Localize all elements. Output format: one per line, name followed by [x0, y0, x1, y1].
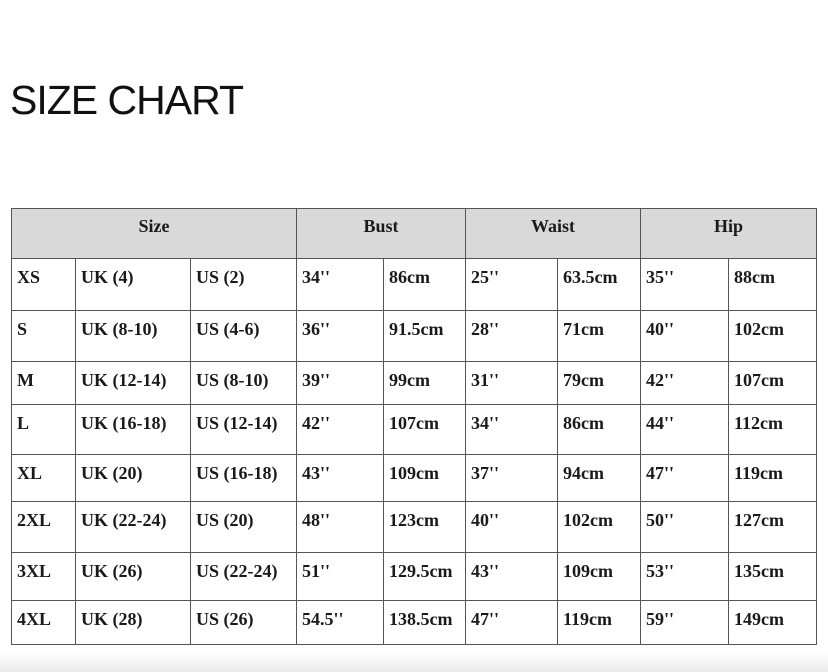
- uk-size-cell: UK (22-24): [76, 502, 191, 553]
- size-cell: 2XL: [12, 502, 76, 553]
- us-size-cell: US (8-10): [191, 362, 297, 405]
- uk-size-cell: UK (12-14): [76, 362, 191, 405]
- table-row: [12, 601, 817, 645]
- bust-in-cell: 39'': [297, 362, 384, 405]
- waist-cm-cell: 86cm: [558, 405, 641, 455]
- hip-cm-cell: 107cm: [729, 362, 817, 405]
- hip-cm-cell: 127cm: [729, 502, 817, 553]
- uk-size-cell: UK (8-10): [76, 311, 191, 362]
- bust-cm-cell: 109cm: [384, 455, 466, 502]
- header-row: [12, 209, 817, 259]
- hip-cm-cell: 119cm: [729, 455, 817, 502]
- waist-in-cell: 25'': [466, 259, 558, 311]
- size-cell: L: [12, 405, 76, 455]
- hip-cm-cell: 149cm: [729, 601, 817, 645]
- hip-in-cell: 40'': [641, 311, 729, 362]
- uk-size-cell: UK (26): [76, 553, 191, 601]
- header-size: Size: [12, 209, 297, 259]
- bust-in-cell: 48'': [297, 502, 384, 553]
- size-cell: XL: [12, 455, 76, 502]
- table-row: [12, 362, 817, 405]
- waist-cm-cell: 79cm: [558, 362, 641, 405]
- bust-cm-cell: 99cm: [384, 362, 466, 405]
- table-row: [12, 405, 817, 455]
- us-size-cell: US (26): [191, 601, 297, 645]
- bottom-fade: [0, 652, 828, 672]
- hip-cm-cell: 135cm: [729, 553, 817, 601]
- hip-in-cell: 53'': [641, 553, 729, 601]
- hip-cm-cell: 112cm: [729, 405, 817, 455]
- waist-in-cell: 28'': [466, 311, 558, 362]
- bust-cm-cell: 138.5cm: [384, 601, 466, 645]
- hip-in-cell: 50'': [641, 502, 729, 553]
- us-size-cell: US (2): [191, 259, 297, 311]
- bust-cm-cell: 86cm: [384, 259, 466, 311]
- table-row: [12, 455, 817, 502]
- waist-in-cell: 47'': [466, 601, 558, 645]
- hip-in-cell: 47'': [641, 455, 729, 502]
- table-row: [12, 502, 817, 553]
- size-cell: M: [12, 362, 76, 405]
- waist-in-cell: 34'': [466, 405, 558, 455]
- table-row: [12, 259, 817, 311]
- bust-in-cell: 51'': [297, 553, 384, 601]
- size-cell: 4XL: [12, 601, 76, 645]
- bust-in-cell: 54.5'': [297, 601, 384, 645]
- hip-cm-cell: 102cm: [729, 311, 817, 362]
- header-waist: Waist: [466, 209, 641, 259]
- uk-size-cell: UK (28): [76, 601, 191, 645]
- us-size-cell: US (22-24): [191, 553, 297, 601]
- us-size-cell: US (20): [191, 502, 297, 553]
- header-bust: Bust: [297, 209, 466, 259]
- us-size-cell: US (4-6): [191, 311, 297, 362]
- waist-in-cell: 31'': [466, 362, 558, 405]
- table-row: [12, 311, 817, 362]
- waist-in-cell: 40'': [466, 502, 558, 553]
- table-row: [12, 553, 817, 601]
- waist-cm-cell: 119cm: [558, 601, 641, 645]
- us-size-cell: US (12-14): [191, 405, 297, 455]
- hip-in-cell: 59'': [641, 601, 729, 645]
- waist-in-cell: 43'': [466, 553, 558, 601]
- bust-in-cell: 36'': [297, 311, 384, 362]
- bust-cm-cell: 91.5cm: [384, 311, 466, 362]
- waist-in-cell: 37'': [466, 455, 558, 502]
- size-cell: XS: [12, 259, 76, 311]
- waist-cm-cell: 71cm: [558, 311, 641, 362]
- page-title: SIZE CHART: [10, 77, 243, 123]
- bust-in-cell: 34'': [297, 259, 384, 311]
- bust-in-cell: 42'': [297, 405, 384, 455]
- waist-cm-cell: 63.5cm: [558, 259, 641, 311]
- uk-size-cell: UK (16-18): [76, 405, 191, 455]
- bust-cm-cell: 107cm: [384, 405, 466, 455]
- hip-in-cell: 42'': [641, 362, 729, 405]
- bust-in-cell: 43'': [297, 455, 384, 502]
- waist-cm-cell: 109cm: [558, 553, 641, 601]
- hip-in-cell: 35'': [641, 259, 729, 311]
- hip-in-cell: 44'': [641, 405, 729, 455]
- size-chart-table: [11, 208, 817, 645]
- bust-cm-cell: 129.5cm: [384, 553, 466, 601]
- header-hip: Hip: [641, 209, 817, 259]
- hip-cm-cell: 88cm: [729, 259, 817, 311]
- uk-size-cell: UK (20): [76, 455, 191, 502]
- uk-size-cell: UK (4): [76, 259, 191, 311]
- size-cell: 3XL: [12, 553, 76, 601]
- bust-cm-cell: 123cm: [384, 502, 466, 553]
- us-size-cell: US (16-18): [191, 455, 297, 502]
- waist-cm-cell: 94cm: [558, 455, 641, 502]
- waist-cm-cell: 102cm: [558, 502, 641, 553]
- size-cell: S: [12, 311, 76, 362]
